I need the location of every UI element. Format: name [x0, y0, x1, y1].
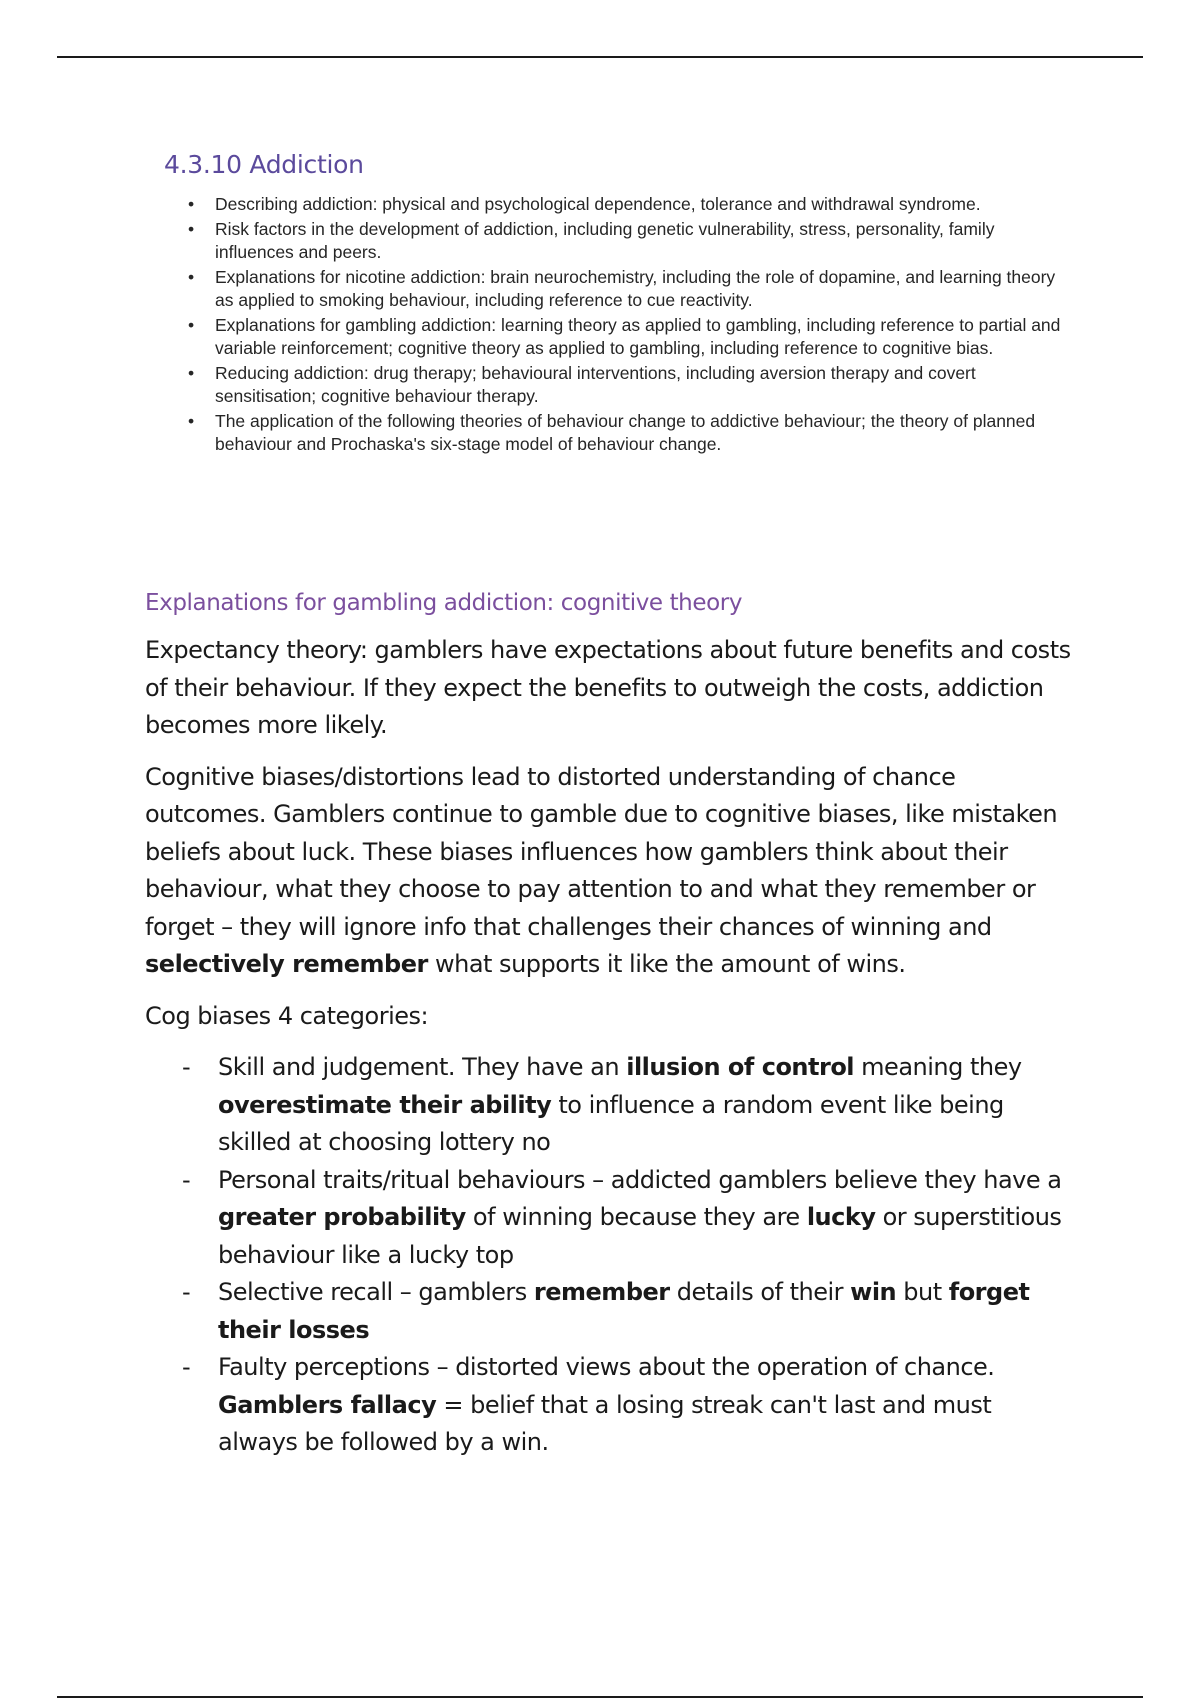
- item-text: details of their: [669, 1278, 851, 1306]
- spec-list-item: [160, 218, 1065, 264]
- paragraph-text: Cognitive biases/distortions lead to distorted understanding of chance outcomes. Gamblers continue to gamble due to cognitive biases, like mistaken beliefs about luck. These biases influences how gamblers think about their behaviour, what they choose to pay attention to and what they remember or forget – they will ignore info that challenges their chances of winning and: [145, 762, 1058, 941]
- bullet-icon: •: [188, 194, 195, 214]
- paragraph-bold: selectively remember: [145, 950, 428, 978]
- bullet-icon: •: [188, 411, 195, 431]
- spec-list: [160, 193, 1060, 456]
- spec-list-item: [160, 410, 1065, 456]
- top-rule: [57, 56, 1143, 58]
- list-item: [145, 1349, 1075, 1462]
- spec-item-text: Explanations for nicotine addiction: brain neurochemistry, including the role of dopamine, and learning theory as applied to smoking behaviour, including reference to cue reactivity.: [215, 267, 1056, 310]
- item-bold: Gamblers fallacy: [218, 1390, 437, 1419]
- spec-list-item: [160, 266, 1065, 312]
- bullet-icon: •: [188, 219, 195, 239]
- item-bold: forget their losses: [218, 1278, 1030, 1344]
- item-bold: illusion of control: [626, 1053, 855, 1081]
- specification-excerpt: [160, 150, 1060, 458]
- notes-body: [145, 590, 1075, 1462]
- item-text: meaning they: [854, 1053, 1022, 1081]
- item-text: to influence a random event like being skilled at choosing lottery no: [218, 1090, 1004, 1156]
- bias-categories-list: [145, 1049, 1075, 1462]
- item-text: = belief that a losing streak can't last and must always be followed by a win.: [218, 1390, 992, 1456]
- item-bold: remember: [533, 1278, 670, 1306]
- spec-item-text: Reducing addiction: drug therapy; behavioural interventions, including aversion therapy and covert sensitisation; cognitive behaviour therapy.: [215, 363, 976, 406]
- categories-intro: Cog biases 4 categories:: [145, 1001, 429, 1030]
- item-text: Skill and judgement. They have an: [218, 1053, 627, 1081]
- cognitive-bias-paragraph: [145, 759, 1075, 984]
- spec-heading: 4.3.10 Addiction: [164, 150, 364, 179]
- bullet-icon: •: [188, 267, 195, 287]
- dash-icon: -: [182, 1165, 191, 1194]
- bullet-icon: •: [188, 315, 195, 335]
- section-title: Explanations for gambling addiction: cognitive theory: [145, 590, 743, 616]
- list-item: [145, 1049, 1075, 1162]
- dash-icon: -: [182, 1053, 191, 1081]
- spec-item-text: Explanations for gambling addiction: learning theory as applied to gambling, including reference to partial and variable reinforcement; cognitive theory as applied to gambling, including reference to cognitive bias.: [215, 315, 1061, 358]
- dash-icon: -: [182, 1278, 191, 1306]
- spec-list-item: [160, 362, 1065, 408]
- item-text: Personal traits/ritual behaviours – addicted gamblers believe they have a: [218, 1165, 1062, 1194]
- spec-item-text: Risk factors in the development of addiction, including genetic vulnerability, stress, personality, family influences and peers.: [215, 219, 995, 262]
- item-bold: greater probability: [218, 1203, 466, 1231]
- expectancy-paragraph: Expectancy theory: gamblers have expectations about future benefits and costs of their behaviour. If they expect the benefits to outweigh the costs, addiction becomes more likely.: [145, 636, 1071, 739]
- dash-icon: -: [182, 1353, 191, 1381]
- spec-list-item: [160, 314, 1065, 360]
- spec-item-text: Describing addiction: physical and psychological dependence, tolerance and withdrawal syndrome.: [215, 194, 981, 214]
- item-text: Selective recall – gamblers: [218, 1278, 534, 1306]
- paragraph-text: what supports it like the amount of wins.: [427, 950, 906, 978]
- item-text: of winning because they are: [465, 1203, 807, 1231]
- list-item: [145, 1162, 1075, 1275]
- item-bold: win: [850, 1278, 897, 1306]
- item-bold: lucky: [806, 1203, 876, 1231]
- bullet-icon: •: [188, 363, 195, 383]
- spec-item-text: The application of the following theories of behaviour change to addictive behaviour; the theory of planned behaviour and Prochaska's six-stage model of behaviour change.: [215, 411, 1036, 454]
- list-item: [145, 1274, 1075, 1349]
- item-text: but: [896, 1278, 949, 1306]
- spec-list-item: [160, 193, 1065, 216]
- item-text: Faulty perceptions – distorted views about the operation of chance.: [218, 1353, 995, 1381]
- item-bold: overestimate their ability: [218, 1090, 552, 1119]
- bottom-rule: [57, 1696, 1143, 1698]
- item-text: or superstitious behaviour like a lucky top: [218, 1203, 1062, 1269]
